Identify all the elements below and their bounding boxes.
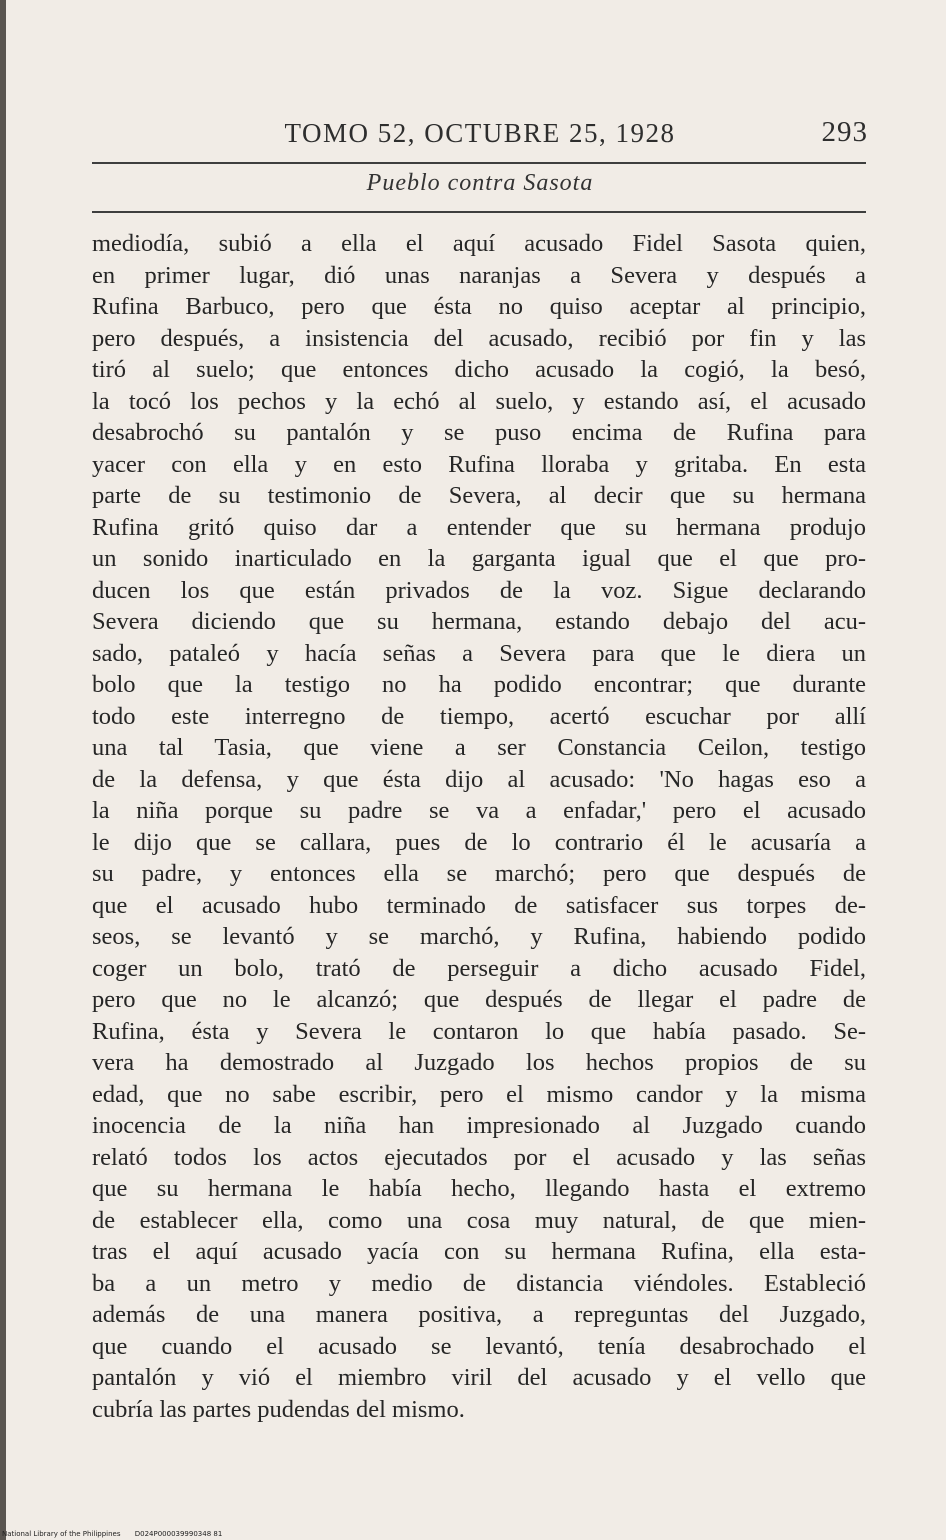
body-line: que cuando el acusado se levantó, tenía desabrochado el [92, 1332, 866, 1360]
running-head [92, 112, 868, 158]
body-line: yacer con ella y en esto Rufina lloraba y gritaba. En esta [92, 450, 866, 478]
body-line: ducen los que están privados de la voz. Sigue declarando [92, 576, 866, 604]
body-line: mediodía, subió a ella el aquí acusado Fidel Sasota quien, [92, 230, 866, 257]
body-line: una tal Tasia, que viene a ser Constancia Ceilon, testigo [92, 734, 866, 761]
footer-code: D024P000039990348 81 [134, 1530, 223, 1538]
body-line: sado, pataleó y hacía señas a Severa para que le diera un [92, 639, 866, 667]
body-line: un sonido inarticulado en la garganta igual que el que pro- [92, 545, 866, 572]
body-line: desabrochó su pantalón y se puso encima de Rufina para [92, 419, 866, 446]
body-line: pero que no le alcanzó; que después de llegar el padre de [92, 986, 866, 1013]
body-line: de establecer ella, como una cosa muy natural, de que mien- [92, 1206, 866, 1234]
body-line: inocencia de la niña han impresionado al Juzgado cuando [92, 1112, 866, 1139]
body-line: pero después, a insistencia del acusado, recibió por fin y las [92, 324, 866, 352]
body-line: su padre, y entonces ella se marchó; pero que después de [92, 860, 866, 887]
body-line: le dijo que se callara, pues de lo contrario él le acusaría a [92, 828, 866, 856]
body-line: Severa diciendo que su hermana, estando debajo del acu- [92, 608, 866, 635]
body-text [92, 228, 866, 1425]
body-line: vera ha demostrado al Juzgado los hechos propios de su [92, 1049, 866, 1076]
body-line: que su hermana le había hecho, llegando hasta el extremo [92, 1175, 866, 1202]
body-line: tras el aquí acusado yacía con su hermana Rufina, ella esta- [92, 1238, 866, 1265]
footer-library: National Library of the Philippines [2, 1530, 121, 1538]
body-line: cubría las partes pudendas del mismo. [92, 1395, 465, 1423]
case-title: Pueblo contra Sasota [366, 170, 594, 196]
page-spine-shadow [0, 0, 6, 1540]
body-line: seos, se levantó y se marchó, y Rufina, habiendo podido [92, 923, 866, 950]
header-rule-bottom [92, 211, 866, 213]
body-line: Rufina Barbuco, pero que ésta no quiso aceptar al principio, [92, 293, 866, 320]
body-line: en primer lugar, dió unas naranjas a Severa y después a [92, 261, 866, 289]
body-line: bolo que la testigo no ha podido encontrar; que durante [92, 671, 866, 698]
page-number: 293 [821, 116, 868, 148]
header-rule-top [92, 162, 866, 164]
body-line: ba a un metro y medio de distancia viéndoles. Estableció [92, 1269, 866, 1297]
body-line: además de una manera positiva, a repreguntas del Juzgado, [92, 1301, 866, 1328]
body-line: todo este interregno de tiempo, acertó escuchar por allí [92, 702, 866, 730]
body-line: tiró al suelo; que entonces dicho acusado la cogió, la besó, [92, 356, 866, 383]
running-title: TOMO 52, OCTUBRE 25, 1928 [284, 118, 676, 148]
body-line: coger un bolo, trató de perseguir a dicho acusado Fidel, [92, 954, 866, 982]
body-line: de la defensa, y que ésta dijo al acusado: 'No hagas eso a [92, 765, 866, 793]
body-line: la tocó los pechos y la echó al suelo, y estando así, el acusado [92, 387, 866, 415]
body-line: Rufina, ésta y Severa le contaron lo que había pasado. Se- [92, 1017, 866, 1045]
body-line: pantalón y vió el miembro viril del acusado y el vello que [92, 1364, 866, 1391]
scan-footer [2, 1530, 222, 1538]
body-line: parte de su testimonio de Severa, al decir que su hermana [92, 482, 866, 509]
body-line: la niña porque su padre se va a enfadar,' pero el acusado [92, 797, 866, 824]
body-line: Rufina gritó quiso dar a entender que su hermana produjo [92, 513, 866, 541]
body-line: edad, que no sabe escribir, pero el mismo candor y la misma [92, 1080, 866, 1108]
body-line: que el acusado hubo terminado de satisfacer sus torpes de- [92, 891, 866, 919]
body-line: relató todos los actos ejecutados por el acusado y las señas [92, 1143, 866, 1171]
